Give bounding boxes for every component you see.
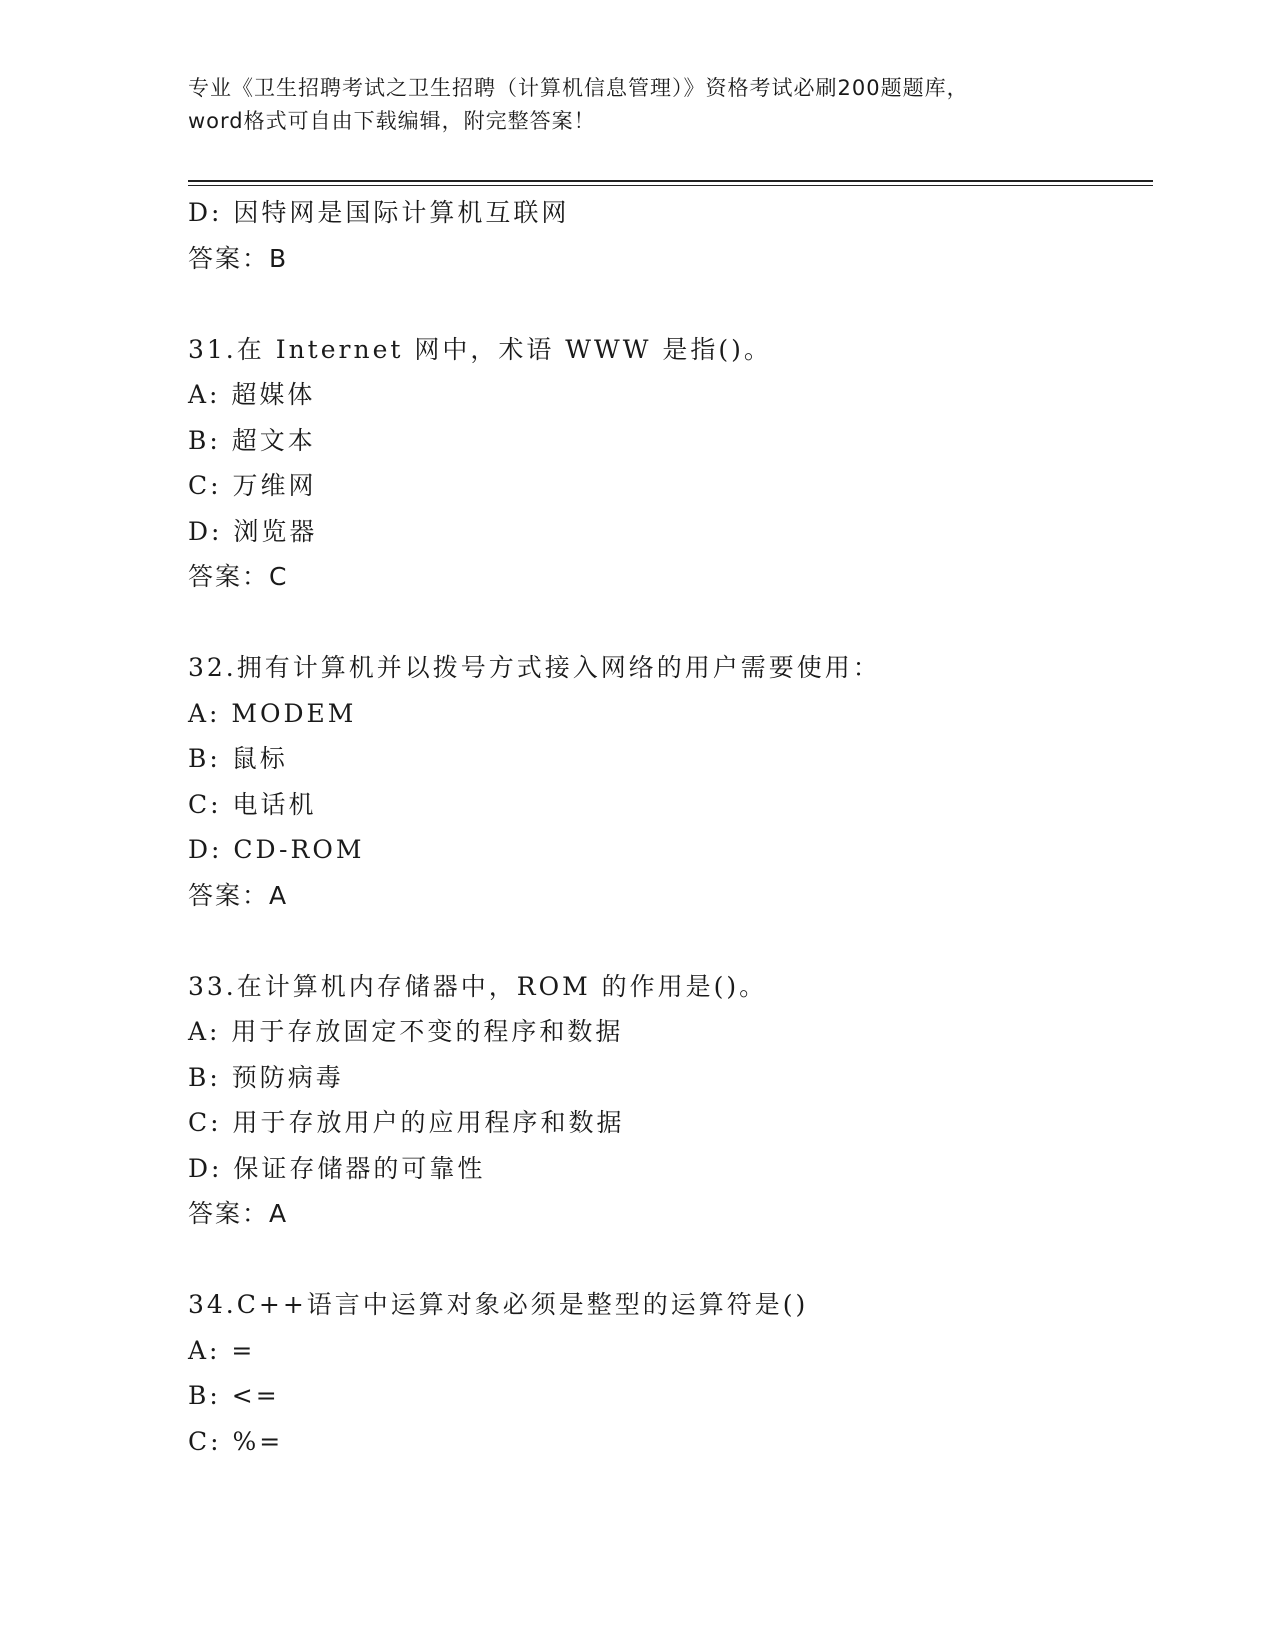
option-d: D: CD-ROM [188, 835, 365, 864]
option-a: A: = [188, 1335, 256, 1365]
answer: 答案：A [188, 1199, 289, 1228]
answer: 答案：C [188, 562, 289, 591]
question-32 [188, 645, 1148, 918]
option-b: B: <= [188, 1381, 280, 1410]
question-stem: 34.C++语言中运算对象必须是整型的运算符是() [188, 1290, 809, 1319]
option-c: C: 电话机 [188, 789, 317, 819]
option-b: B: 预防病毒 [188, 1062, 344, 1092]
answer: 答案：B [188, 243, 289, 273]
option-c: C: 用于存放用户的应用程序和数据 [188, 1108, 625, 1137]
answer: 答案：A [188, 880, 289, 910]
option-c: C: 万维网 [188, 471, 317, 500]
option-d: D: 保证存储器的可靠性 [188, 1153, 486, 1183]
option-b: B: 鼠标 [188, 744, 288, 773]
question-list [188, 190, 1148, 1464]
document-header [188, 72, 1088, 138]
question-31 [188, 327, 1148, 600]
header-line-1: 专业《卫生招聘考试之卫生招聘（计算机信息管理）》资格考试必刷200题题库， [188, 76, 969, 100]
spacer [188, 600, 1148, 646]
option-a: A: 用于存放固定不变的程序和数据 [188, 1017, 624, 1046]
option-a: A: 超媒体 [188, 380, 316, 409]
option-b: B: 超文本 [188, 425, 316, 455]
option-c: C: %= [188, 1426, 284, 1456]
header-line-2: word格式可自由下载编辑，附完整答案！ [188, 109, 596, 133]
question-33 [188, 964, 1148, 1237]
question-stem: 32.拥有计算机并以拨号方式接入网络的用户需要使用： [188, 653, 881, 682]
option-d: D: 浏览器 [188, 516, 318, 546]
question-stem: 31.在 Internet 网中，术语 WWW 是指()。 [188, 334, 772, 364]
option-d: D: 因特网是国际计算机互联网 [188, 198, 570, 227]
question-34 [188, 1282, 1148, 1464]
option-a: A: MODEM [188, 698, 357, 728]
spacer [188, 1237, 1148, 1283]
header-divider-thick [188, 180, 1153, 182]
spacer [188, 281, 1148, 327]
question-stem: 33.在计算机内存储器中，ROM 的作用是()。 [188, 971, 768, 1001]
header-divider-thin [188, 185, 1153, 186]
spacer [188, 918, 1148, 964]
